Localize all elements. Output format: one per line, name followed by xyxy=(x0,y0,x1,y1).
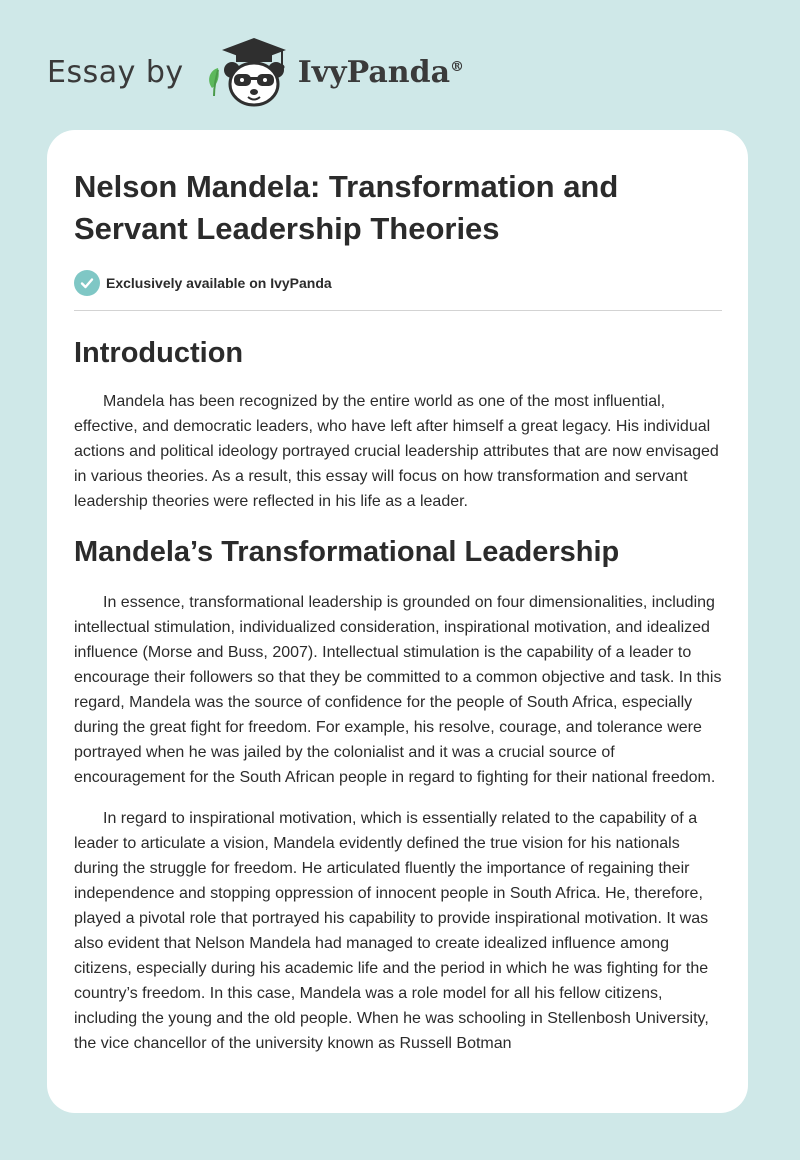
registered-mark: ® xyxy=(450,58,465,75)
transformational-paragraph-1: In essence, transformational leadership is grounded on four dimensionalities, including intellectual stimulation, individualized consideration, inspirational motivation, and idealized influence (Morse and Buss, 2007). Intellectual stimulation is the capability of a leader to encourage their followers so that they be committed to a common objective and task. In this regard, Mandela was the source of confidence for the people of South Africa, especially during the great fight for freedom. For example, his resolve, courage, and tolerance were portrayed when he was jailed by the colonialist and it was a crucial source of encouragement for the South African people in regard to fighting for their national freedom. xyxy=(74,594,722,786)
panda-logo-icon xyxy=(202,36,292,108)
page-title: Nelson Mandela: Transformation and Servant Leadership Theories xyxy=(74,169,619,246)
divider xyxy=(74,310,722,311)
section-heading-transformational: Mandela’s Transformational Leadership xyxy=(74,536,620,568)
badge-label: Exclusively available on IvyPanda xyxy=(106,275,332,291)
essay-by-label: Essay by xyxy=(47,54,184,90)
section-heading-introduction: Introduction xyxy=(74,337,244,369)
exclusive-badge xyxy=(74,270,722,296)
check-icon xyxy=(74,270,100,296)
transformational-paragraph-2: In regard to inspirational motivation, which is essentially related to the capability of a leader to articulate a vision, Mandela evidently defined the true vision for his nationals during the struggle for freedom. He articulated fluently the importance of regaining their independence and stopping oppression of innocent people in South Africa. He, therefore, played a pivotal role that portrayed his capability to provide inspirational motivation. It was also evident that Nelson Mandela had managed to create idealized influence among citizens, especially during his academic life and the period in which he was fighting for the country’s freedom. In this case, Mandela was a role model for all his fellow citizens, including the young and the old people. When he was schooling in Stellenbosh University, the vice chancellor of the university known as Russell Botman xyxy=(74,810,709,1052)
essay-card xyxy=(47,130,748,1113)
brand-name[interactable]: IvyPanda® xyxy=(297,54,465,90)
intro-paragraph: Mandela has been recognized by the entire world as one of the most influential, effective, and democratic leaders, who have left after himself a great legacy. His individual actions and political ideology portrayed crucial leadership attributes that are now envisaged in various theories. As a result, this essay will focus on how transformation and servant leadership theories were reflected in his life as a leader. xyxy=(74,393,719,510)
site-header xyxy=(47,36,464,108)
